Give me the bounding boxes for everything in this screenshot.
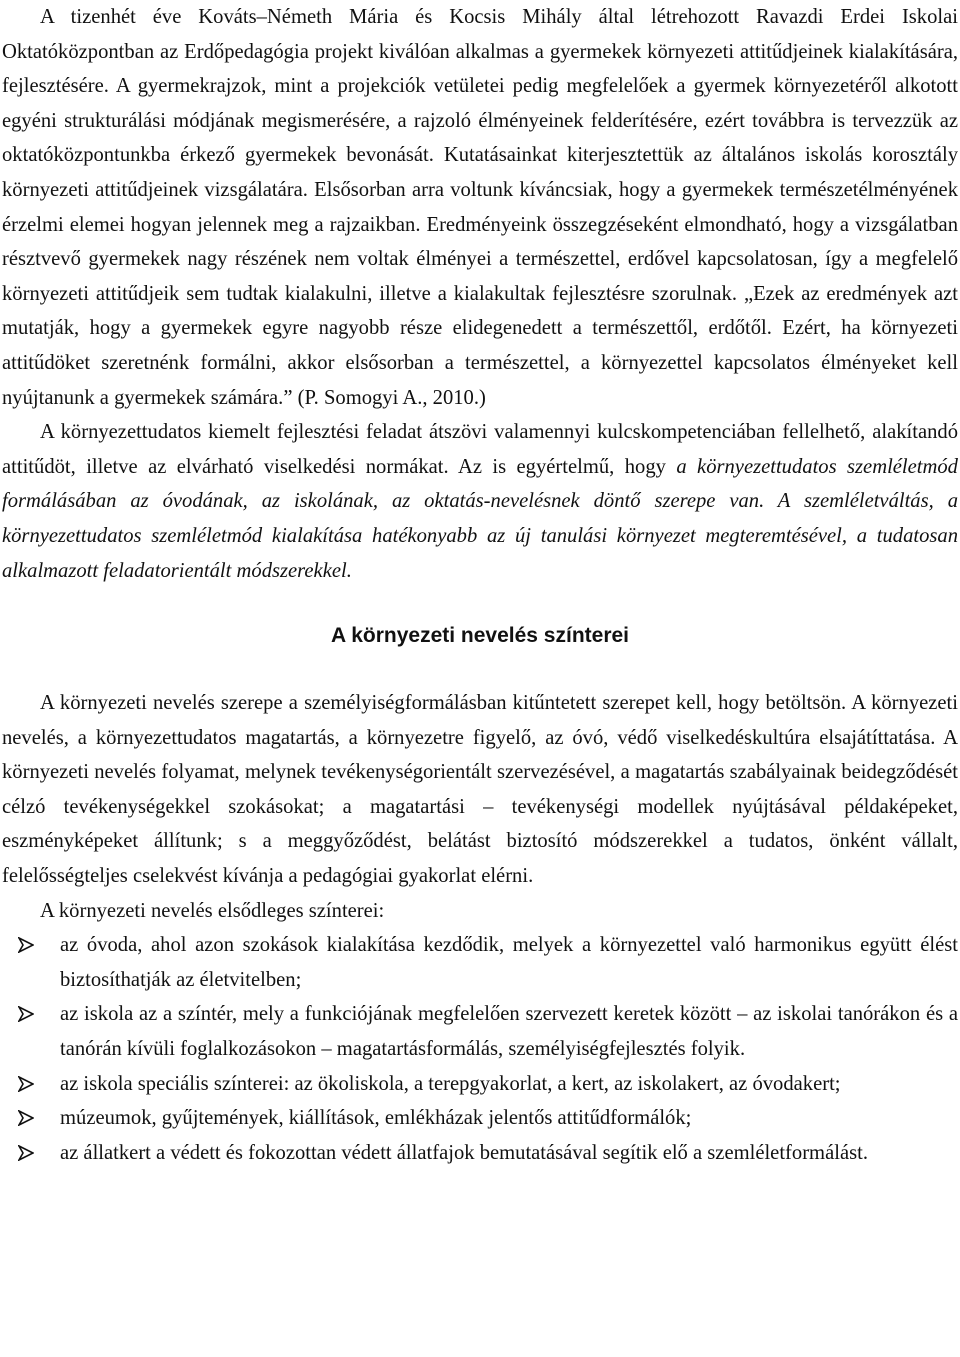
list-item — [2, 1136, 958, 1171]
arrowhead-bullet-icon — [18, 1076, 34, 1092]
list-item — [2, 997, 958, 1066]
paragraph-environmental-education-role: A környezeti nevelés szerepe a személyiségformálásban kitűntetett szerepet kell, hogy betöltsön. A környezeti nevelés, a környezettudatos magatartás, a környezetre figyelő, az óvó, védő viselkedéskultúra elsajátíttatása. A környezeti nevelés folyamat, melynek tevékenységorientált szervezésével, a magatartás szabályainak beidegződését célzó tevékenységekkel szokásokat; a magatartási – tevékenységi modellek nyújtásával példaképeket, eszményképeket állítunk; s a meggyőződést, belátást biztosító módszerekkel a tudatos, önként vállalt, felelősségteljes cselekvést kívánja a pedagógiai gyakorlat elérni. — [2, 692, 958, 888]
list-item-text: az állatkert a védett és fokozottan védett állatfajok bemutatásával segítik elő a szemléletformálást. — [60, 1141, 868, 1164]
arrowhead-bullet-icon — [18, 1006, 34, 1022]
settings-list — [2, 928, 958, 1170]
list-item-text: az óvoda, ahol azon szokások kialakítása kezdődik, melyek a környezettel való harmonikus együtt élést biztosíthatják az életvitelben; — [60, 934, 958, 991]
section-heading: A környezeti nevelés színterei — [330, 624, 630, 648]
paragraph-environmental-awareness-italic: a környezettudatos szemléletmód formálásában az óvodának, az iskolának, az oktatás-nevelésnek döntő szerepe van. A szemléletváltás, a környezettudatos szemléletmód kialakítása hatékonyabb az új tanulási környezet megteremtésével, a tudatosan alkalmazott feladatorientált módszerekkel. — [2, 455, 958, 582]
list-item-text: az iskola speciális színterei: az ökoliskola, a terepgyakorlat, a kert, az iskolakert, az óvodakert; — [60, 1072, 841, 1095]
list-item-text: múzeumok, gyűjtemények, kiállítások, emlékházak jelentős attitűdformálók; — [60, 1107, 692, 1130]
paragraph-forest-pedagogy: A tizenhét éve Kováts–Németh Mária és Kocsis Mihály által létrehozott Ravazdi Erdei Iskolai Oktatóközpontban az Erdőpedagógia projekt kiválóan alkalmas a gyermekek környezeti attitűdjeinek kialakítására, fejlesztésére. A gyermekrajzok, mint a projekciók vetületei pedig megfelelőek a gyermek környezetéről alkotott egyéni strukturálási módjának megismerésére, a rajzoló élményeinek felderítésére, ezért továbbra is tervezzük az oktatóközpontunkba érkező gyermekek bevonását. Kutatásainkat kiterjesztettük az általános iskolás korosztály környezeti attitűdjeinek vizsgálatára. Elsősorban arra voltunk kíváncsiak, hogy a gyermekek természetélményének érzelmi elemei hogyan jelennek meg a rajzaikban. Eredményeink összegzéseként elmondható, hogy a vizsgálatban résztvevő gyermekek nagy részének nem voltak élményei a természettel, erdővel kapcsolatosan, így a megfelelő környezeti attitűdjeik sem tudtak kialakulni, illetve a kialakultak fejlesztésre szorulnak. „Ezek az eredmények azt mutatják, hogy a gyermekek egyre nagyobb része elidegenedett a természettől, erdőtől. Ezért, ha környezeti attitűdöket szeretnénk formálni, akkor elsősorban a természettel, a környezettel kapcsolatos élményeket kell nyújtanunk a gyermekek számára.” (P. Somogyi A., 2010.) — [2, 6, 958, 409]
list-item-text: az iskola az a színtér, mely a funkciójának megfelelően szervezett keretek között – az iskolai tanórákon és a tanórán kívüli foglalkozásokon – magatartásformálás, személyiségfejlesztés folyik. — [60, 1003, 958, 1061]
list-item — [2, 928, 958, 997]
list-item — [2, 1101, 958, 1136]
list-item — [2, 1067, 958, 1102]
paragraph-environmental-awareness — [2, 415, 958, 588]
paragraph-environmental-awareness-plain: A környezettudatos kiemelt fejlesztési feladat átszövi valamennyi kulcskompetenciában fellelhető, alakítandó attitűdöt, illetve az elvárható viselkedési normákat. Az is egyértelmű, hogy — [2, 421, 958, 478]
arrowhead-bullet-icon — [18, 1145, 34, 1161]
arrowhead-bullet-icon — [18, 1110, 34, 1126]
arrowhead-bullet-icon — [18, 937, 34, 953]
list-intro: A környezeti nevelés elsődleges színterei: — [40, 899, 385, 922]
